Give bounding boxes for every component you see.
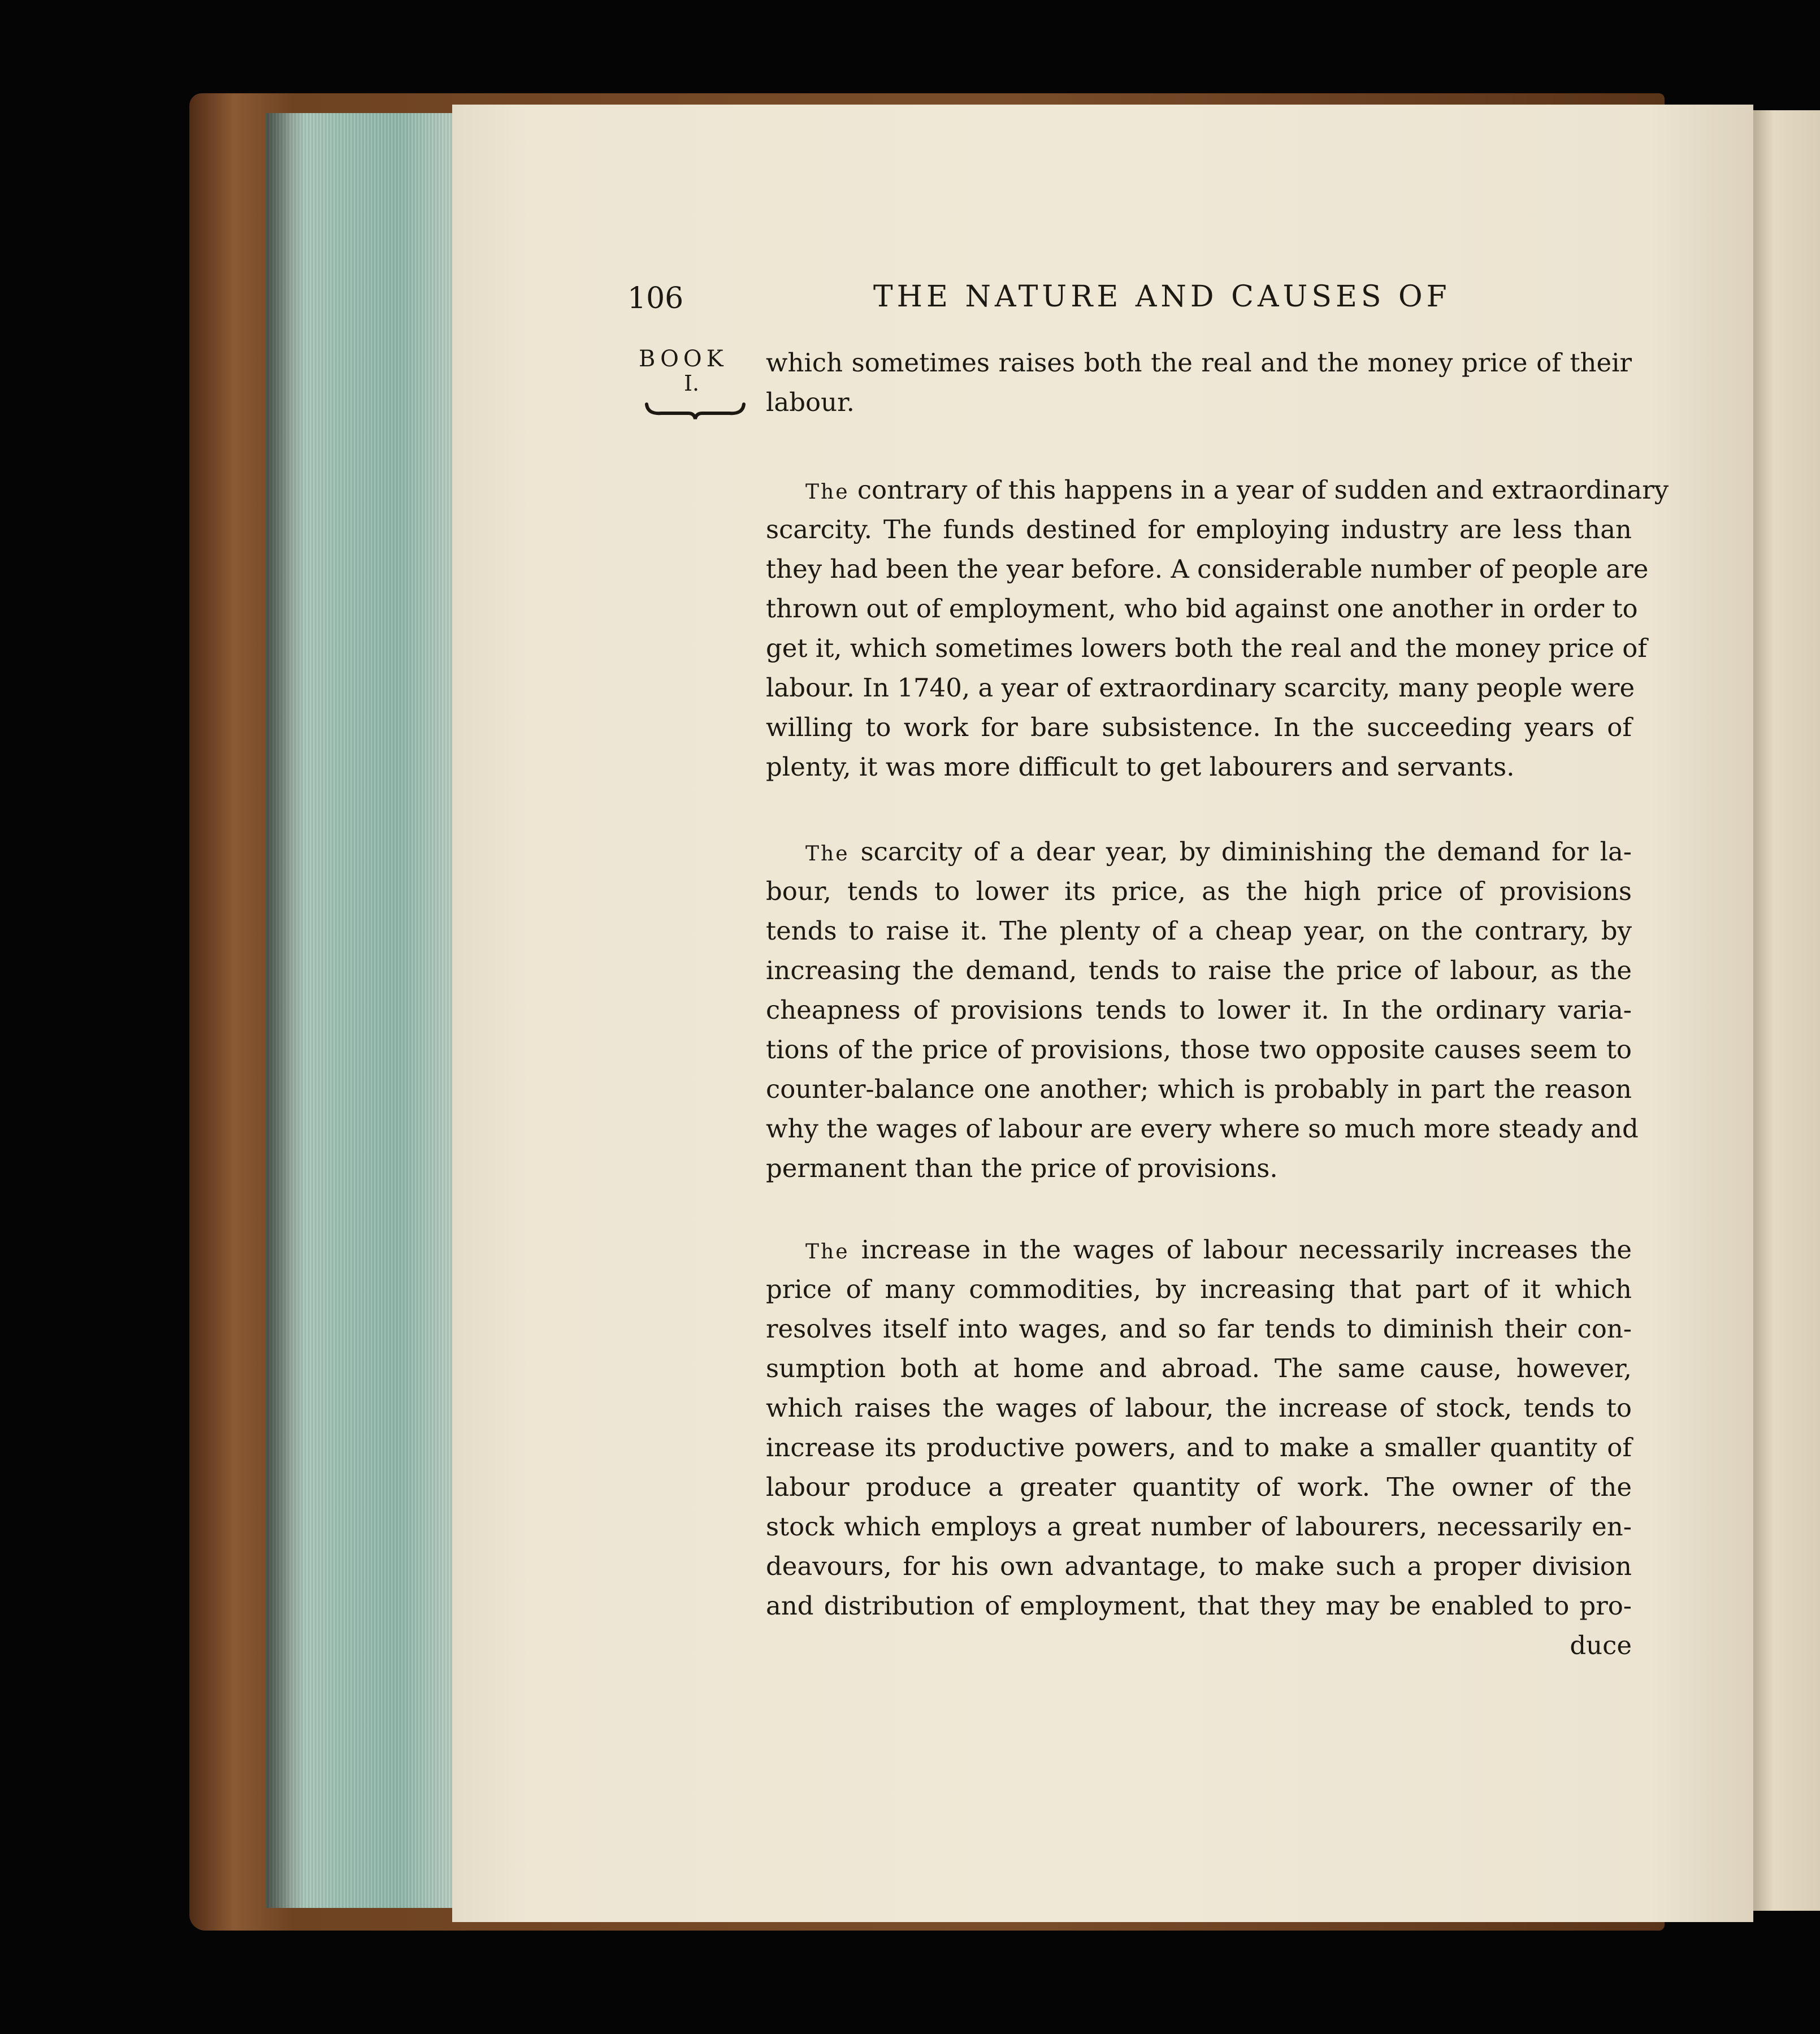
text-line: tends to raise it. The plenty of a cheap year, on the contrary, by [766, 916, 1632, 946]
text-line: labour. [766, 387, 855, 417]
book-label: BOOK [639, 346, 728, 372]
text-line: resolves itself into wages, and so far tends to diminish their con- [766, 1314, 1632, 1344]
book-number: I. [684, 371, 700, 396]
text-line: and distribution of employment, that they may be enabled to pro- [766, 1591, 1632, 1621]
text-line: price of many commodities, by increasing that part of it which [766, 1274, 1632, 1304]
text-line: The scarcity of a dear year, by diminishing the demand for la- [805, 837, 1632, 867]
text-line: increase its productive powers, and to make a smaller quantity of [766, 1433, 1632, 1462]
text-line: get it, which sometimes lowers both the real and the money price of [766, 633, 1648, 663]
text-line: stock which employs a great number of labourers, necessarily en- [766, 1512, 1632, 1542]
catchword: duce [1570, 1630, 1632, 1660]
text-line: scarcity. The funds destined for employing industry are less than [766, 514, 1632, 544]
edge-shadow [266, 113, 305, 1908]
text-line: which sometimes raises both the real and the money price of their [766, 348, 1632, 378]
lead-word: The [805, 842, 850, 865]
text-line: plenty, it was more difficult to get labourers and servants. [766, 752, 1515, 782]
text-line: labour produce a greater quantity of work. The owner of the [766, 1472, 1632, 1502]
lead-word: The [805, 481, 850, 504]
text-line: counter-balance one another; which is probably in part the reason [766, 1074, 1632, 1104]
text-line: bour, tends to lower its price, as the high price of provisions [766, 876, 1632, 906]
text-line: labour. In 1740, a year of extraordinary scarcity, many people were [766, 673, 1635, 703]
facing-page-edge [1753, 110, 1820, 1911]
text-line: why the wages of labour are every where so much more steady and [766, 1114, 1639, 1144]
text-line: they had been the year before. A considerable number of people are [766, 554, 1649, 584]
text-line: tions of the price of provisions, those two opposite causes seem to [766, 1035, 1632, 1064]
text-line: The increase in the wages of labour necessarily increases the [805, 1235, 1632, 1265]
text-line: deavours, for his own advantage, to make such a proper division [766, 1551, 1632, 1581]
running-title: THE NATURE AND CAUSES OF [873, 280, 1451, 314]
lead-word: The [805, 1240, 850, 1263]
text-line: The contrary of this happens in a year of sudden and extraordinary [805, 475, 1669, 505]
text-line: increasing the demand, tends to raise the price of labour, as the [766, 955, 1632, 985]
margin-brace-icon [644, 399, 746, 421]
text-line: cheapness of provisions tends to lower it. In the ordinary varia- [766, 995, 1632, 1025]
text-line: which raises the wages of labour, the increase of stock, tends to [766, 1393, 1632, 1423]
text-line: willing to work for bare subsistence. In the succeeding years of [766, 712, 1632, 742]
text-line: thrown out of employment, who bid against one another in order to [766, 594, 1638, 624]
text-line: sumption both at home and abroad. The same cause, however, [766, 1353, 1632, 1383]
text-line: permanent than the price of provisions. [766, 1153, 1278, 1183]
page-number: 106 [627, 282, 684, 315]
